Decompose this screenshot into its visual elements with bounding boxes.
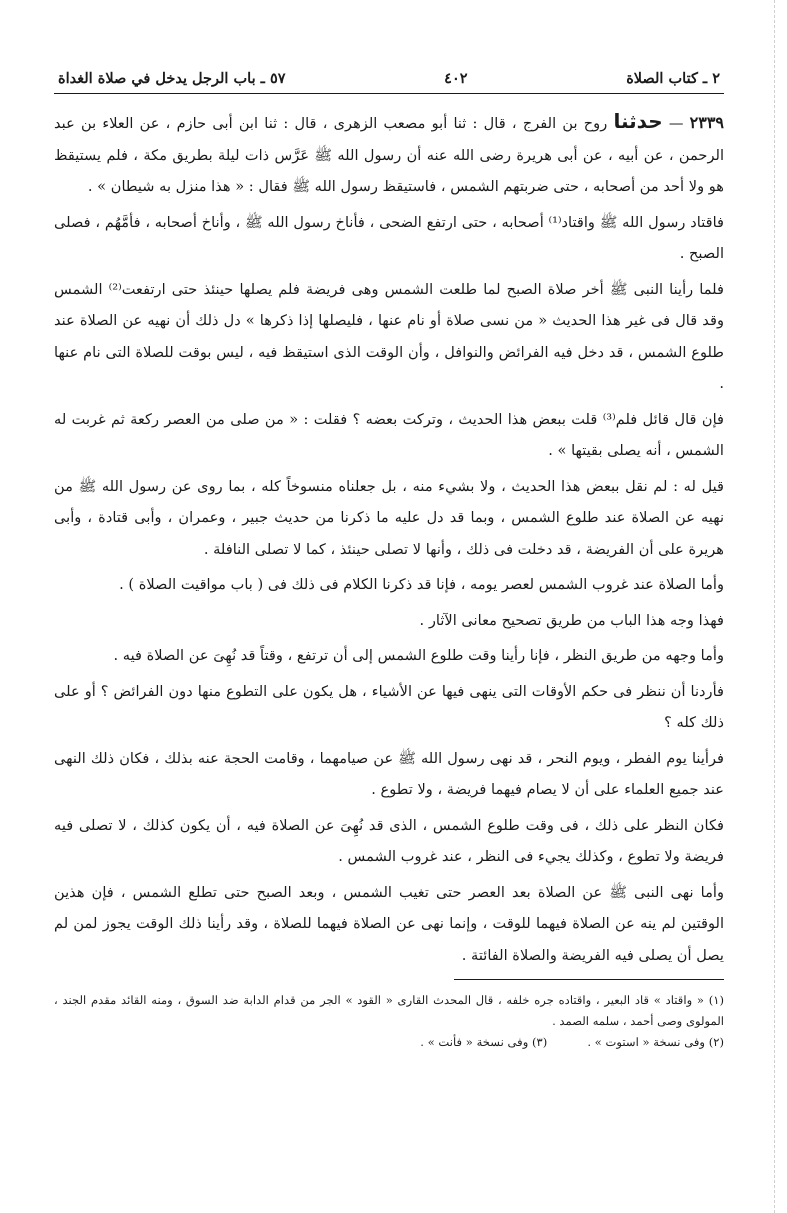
body-paragraph-7: فهذا وجه هذا الباب من طريق تصحيح معانى الآثار .	[419, 611, 724, 629]
book-page	[54, 70, 724, 1053]
body-paragraph-12: وأما نهى النبى ﷺ عن الصلاة بعد العصر حتى تغيب الشمس ، وبعد الصبح حتى تطلع الشمس ، فإن هذين الوقتين لم ينه عن الصلاة فيهما للوقت ، وإنما نهى عن الصلاة فيهما للصلاة ، وقد رأينا ذلك الوقت يجوز لمن لم يصل أن يصلى فيه الفريضة والصلاة الفائتة .	[54, 883, 724, 964]
footnote-row	[54, 1032, 724, 1053]
hadith-text: روح بن الفرج ، قال : ثنا أبو مصعب الزهرى ، قال : ثنا ابن أبى حازم ، عن العلاء بن عبد الرحمن ، عن أبيه ، عن أبى هريرة رضى الله عنه أن رسول الله ﷺ عَرَّس ذات ليلة بطريق مكة ، فلم يستيقظ هو ولا أحد من أصحابه ، حتى ضربتهم الشمس ، فاستيقظ رسول الله ﷺ فقال : « هذا منزل به شيطان » .	[54, 115, 724, 195]
body-paragraph-11: فكان النظر على ذلك ، فى وقت طلوع الشمس ، الذى قد نُهِىَ عن الصلاة فيه ، أن يكون كذلك ، لا تصلى فيه فريضة ولا تطوع ، وكذلك يجيء فى النظر ، عند غروب الشمس .	[54, 816, 724, 865]
footnote-2: (٢) وفى نسخة « استوت » .	[587, 1035, 724, 1049]
body-paragraph-6: وأما الصلاة عند غروب الشمس لعصر يومه ، فإنا قد ذكرنا الكلام فى ذلك فى ( باب مواقيت الصلاة ) .	[119, 576, 724, 593]
hadith-lead-word: حدثنا	[613, 109, 663, 133]
header-page-number: ٤٠٢	[444, 70, 468, 87]
footnotes	[54, 990, 724, 1053]
header-chapter-title: ٥٧ ـ باب الرجل يدخل في صلاة الغداة	[58, 70, 286, 87]
body-paragraph-3: فلما رأينا النبى ﷺ أخر صلاة الصبح لما طلعت الشمس وهى فريضة فلم يصلها حينئذ حتى ارتفعت⁽²⁾ الشمس وقد قال فى غير هذا الحديث « من نسى صلاة أو نام عنها ، فليصلها إذا ذكرها » دل ذلك أن نهيه عن الصلاة عند طلوع الشمس ، قد دخل فيه الفرائض والنوافل ، وأن الوقت الذى استيقظ فيه ، ليس بوقت للصلاة التى نام عنها .	[54, 280, 724, 392]
footnote-1: (١) « واقتاد » قاد البعير ، واقتاده جره خلفه ، قال المحدث القارى « القود » الجر من قدام الدابة ضد السوق ، ومنه القائد مقدم الجند ، المولوى وصى أحمد ، سلمه الصمد .	[54, 993, 724, 1028]
body-paragraph-4: فإن قال قائل فلم⁽³⁾ قلت ببعض هذا الحديث ، وتركت بعضه ؟ فقلت : « من صلى من العصر ركعة ثم غربت له الشمس ، أنه يصلى بقيتها » .	[54, 410, 724, 459]
footnote-3: (٣) وفى نسخة « فأنت » .	[420, 1035, 548, 1049]
page-body	[54, 94, 724, 971]
footnote-separator	[454, 979, 724, 980]
body-paragraph-10: فرأينا يوم الفطر ، ويوم النحر ، قد نهى رسول الله ﷺ عن صيامهما ، وقامت الحجة عنه بذلك ، فكان ذلك النهى عند جميع العلماء على أن لا يصام فيهما فريضة ، ولا تطوع .	[54, 749, 724, 798]
body-paragraph-5: قيل له : لم نقل ببعض هذا الحديث ، ولا بشيء منه ، بل جعلناه منسوخاً كله ، بما روى عن رسول الله ﷺ من نهيه عن الصلاة عند طلوع الشمس ، وبما قد دل عليه ما ذكرنا من حديث جبير ، وعمران ، وأبى قتادة ، وأبى هريرة على أن الفريضة ، قد دخلت فى ذلك ، وأنها لا تصلى حينئذ ، كما لا تصلى النافلة .	[54, 477, 724, 558]
body-paragraph-8: وأما وجهه من طريق النظر ، فإنا رأينا وقت طلوع الشمس إلى أن ترتفع ، وقتاً قد نُهِىَ عن الصلاة فيه .	[113, 647, 724, 664]
header-book-title: ٢ ـ كتاب الصلاة	[626, 70, 720, 87]
scan-margin-line	[773, 0, 775, 1213]
body-paragraph-2: فاقتاد رسول الله ﷺ واقتاد⁽¹⁾ أصحابه ، حتى ارتفع الضحى ، فأناخ رسول الله ﷺ ، وأناخ أصحابه ، فأمَّهُم ، فصلى الصبح .	[54, 213, 724, 262]
hadith-number: ٢٣٣٩	[689, 113, 724, 132]
running-header	[54, 70, 724, 94]
body-paragraph-9: فأردنا أن ننظر فى حكم الأوقات التى ينهى فيها عن الأشياء ، هل يكون على التطوع منها دون الفرائض ؟ أو على ذلك كله ؟	[54, 682, 724, 731]
hadith-paragraph: ٢٣٣٩ — حدثنا روح بن الفرج ، قال : ثنا أبو مصعب الزهرى ، قال : ثنا ابن أبى حازم ، عن العلاء بن عبد الرحمن ، عن أبيه ، عن أبى هريرة رضى الله عنه أن رسول الله ﷺ عَرَّس ذات ليلة بطريق مكة ، فلم يستيقظ هو ولا أحد من أصحابه ، حتى ضربتهم الشمس ، فاستيقظ رسول الله ﷺ فقال : « هذا منزل به شيطان » .	[54, 109, 724, 195]
